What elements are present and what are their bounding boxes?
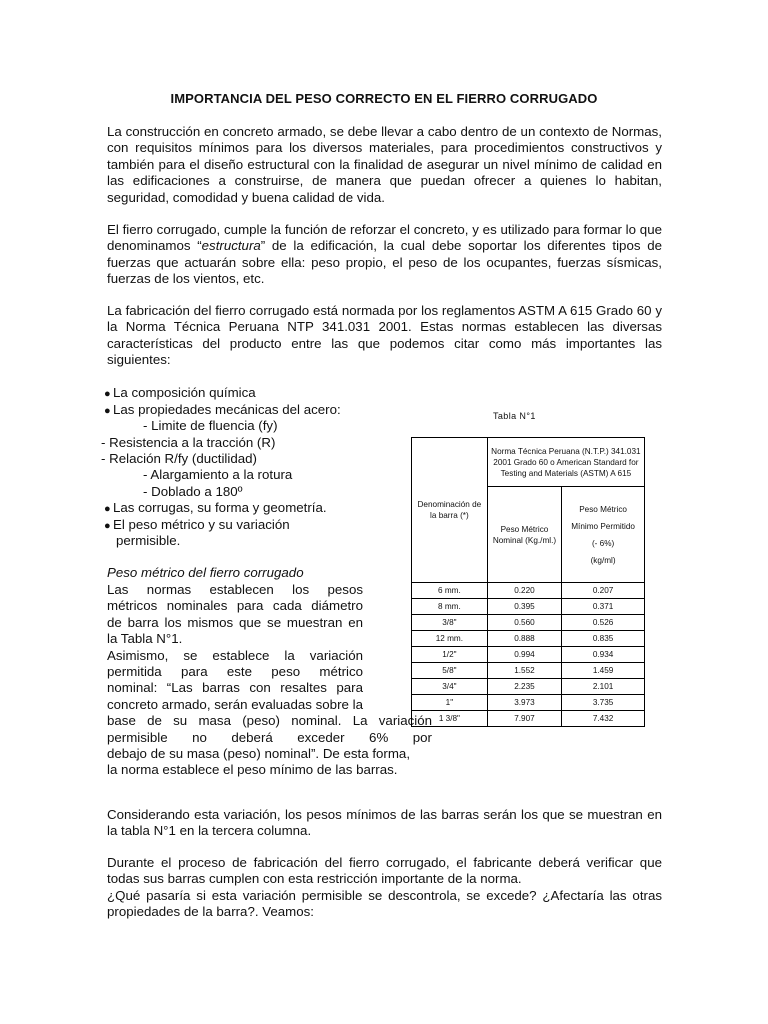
list-subitem: - Resistencia a la tracción (R)	[101, 435, 276, 450]
list-item: ● Las corrugas, su forma y geometría.	[104, 500, 327, 517]
table-row	[412, 663, 645, 679]
list-item: ● El peso métrico y su variación	[104, 517, 290, 534]
section-line: base de su masa (peso) nominal. La variación	[107, 713, 432, 729]
paragraph-intro: La construcción en concreto armado, se debe llevar a cabo dentro de un contexto de Normas, con requisitos mínimos para los diversos materiales, para procedimientos constructivos y también para el diseño estructural con la finalidad de asegurar un nivel mínimo de calidad en las edificaciones a construirse, de manera que puedan ofrecer a quienes lo habitan, seguridad, comodidad y buena calidad de vida.	[107, 124, 662, 205]
bullet-icon: ●	[104, 405, 111, 417]
section-line-wide: la norma establece el peso mínimo de las barras.	[107, 762, 398, 777]
paragraph-norms: La fabricación del fierro corrugado está normada por los reglamentos ASTM A 615 Grado 60 y la Norma Técnica Peruana NTP 341.031 2001. Estas normas establecen las diversas características del producto entre las que podemos citar como más importantes las siguientes:	[107, 303, 662, 368]
list-subitem: - Relación R/fy (ductilidad)	[101, 451, 257, 466]
table-cell-min: 0.835	[562, 631, 645, 647]
table-cell-nominal: 0.395	[487, 599, 561, 615]
table-cell-bar: 8 mm.	[412, 599, 488, 615]
list-item-continuation: permisible.	[116, 533, 181, 548]
table-cell-bar: 1"	[412, 695, 488, 711]
table-cell-bar: 3/8"	[412, 615, 488, 631]
table-cell-nominal: 0.560	[487, 615, 561, 631]
table-row	[412, 615, 645, 631]
table-cell-bar: 1 3/8"	[412, 711, 488, 727]
table-row	[412, 695, 645, 711]
table-cell-min: 7.432	[562, 711, 645, 727]
table-cell-nominal: 0.994	[487, 647, 561, 663]
table-cell-nominal: 7.907	[487, 711, 561, 727]
table-row	[412, 679, 645, 695]
section-body	[107, 582, 432, 746]
table-row	[412, 711, 645, 727]
section-heading: Peso métrico del fierro corrugado	[107, 565, 304, 580]
paragraph-variation: Considerando esta variación, los pesos mínimos de las barras serán los que se muestran en la tabla N°1 en la tercera columna.	[107, 807, 662, 839]
section-line: Asimismo, se establece la variación	[107, 647, 363, 663]
list-subitem: - Alargamiento a la rotura	[143, 467, 293, 482]
list-item: ● La composición química	[104, 385, 256, 402]
table-row	[412, 599, 645, 615]
paragraph-question: ¿Qué pasaría si esta variación permisible se descontrola, se excede? ¿Afectaría las otras propiedades de la barra?. Veamos:	[107, 888, 662, 920]
list-subitem: - Doblado a 180º	[143, 484, 243, 499]
table-header-bar: Denominación de la barra (*)	[412, 438, 488, 583]
document-title: IMPORTANCIA DEL PESO CORRECTO EN EL FIERRO CORRUGADO	[170, 91, 598, 106]
table-cell-nominal: 0.888	[487, 631, 561, 647]
table-cell-bar: 6 mm.	[412, 583, 488, 599]
section-line: permisible no deberá exceder 6% por	[107, 729, 432, 745]
table-header-norm: Norma Técnica Peruana (N.T.P.) 341.031 2001 Grado 60 o American Standard for Testing and Materials (ASTM) A 615	[487, 438, 644, 487]
paragraph-structure-after: ” de la edificación, la cual debe soportar los diferentes tipos de fuerzas que actuarán sobre ella: peso propio, el peso de los ocupantes, fuerzas sísmicas, fuerzas de los vientos, etc.	[107, 238, 662, 287]
table-cell-bar: 3/4"	[412, 679, 488, 695]
table-cell-min: 1.459	[562, 663, 645, 679]
table-cell-min: 0.207	[562, 583, 645, 599]
paragraph-structure-emphasis: estructura	[201, 238, 261, 254]
table-cell-bar: 5/8"	[412, 663, 488, 679]
section-line: permitida para este peso métrico	[107, 664, 363, 680]
table-cell-bar: 12 mm.	[412, 631, 488, 647]
section-line: Las normas establecen los pesos	[107, 582, 363, 597]
table-row	[412, 647, 645, 663]
table-cell-nominal: 3.973	[487, 695, 561, 711]
section-line: concreto armado, serán evaluadas sobre la	[107, 696, 363, 712]
table-cell-min: 0.371	[562, 599, 645, 615]
table-cell-min: 0.526	[562, 615, 645, 631]
paragraph-structure-before: El fierro corrugado, cumple la función de reforzar el concreto, y es utilizado para formar lo que denominamos “	[107, 222, 662, 254]
paragraph-manufacturing: Durante el proceso de fabricación del fierro corrugado, el fabricante deberá verificar que todas sus barras cumplen con esta restricción importante de la norma.	[107, 855, 662, 887]
table-header-min: Peso Métrico Mínimo Permitido (- 6%) (kg/ml)	[562, 487, 645, 583]
table-cell-nominal: 1.552	[487, 663, 561, 679]
table-body	[412, 583, 645, 727]
table-row	[412, 583, 645, 599]
bullet-icon: ●	[104, 388, 111, 400]
section-line: métricos nominales para cada diámetro	[107, 598, 363, 614]
table-caption: Tabla N°1	[493, 411, 536, 421]
section-line: la Tabla N°1.	[107, 631, 183, 647]
weights-table	[411, 437, 645, 727]
section-lines	[107, 582, 432, 746]
table-row	[412, 631, 645, 647]
table-cell-min: 0.934	[562, 647, 645, 663]
section-line: nominal: “Las barras con resaltes para	[107, 680, 363, 696]
section-line-wide: debajo de su masa (peso) nominal”. De esta forma,	[107, 746, 411, 761]
paragraph-structure	[107, 222, 662, 288]
bullet-icon: ●	[104, 503, 111, 515]
table-cell-min: 2.101	[562, 679, 645, 695]
section-line: de barra los mismos que se muestran en	[107, 614, 363, 630]
bullet-icon: ●	[104, 520, 111, 532]
table-cell-nominal: 0.220	[487, 583, 561, 599]
table-cell-bar: 1/2"	[412, 647, 488, 663]
list-subitem: - Limite de fluencia (fy)	[143, 418, 278, 433]
table-header-nominal: Peso Métrico Nominal (Kg./ml.)	[487, 487, 561, 583]
list-item: ● Las propiedades mecánicas del acero:	[104, 402, 341, 419]
table-cell-nominal: 2.235	[487, 679, 561, 695]
table-cell-min: 3.735	[562, 695, 645, 711]
